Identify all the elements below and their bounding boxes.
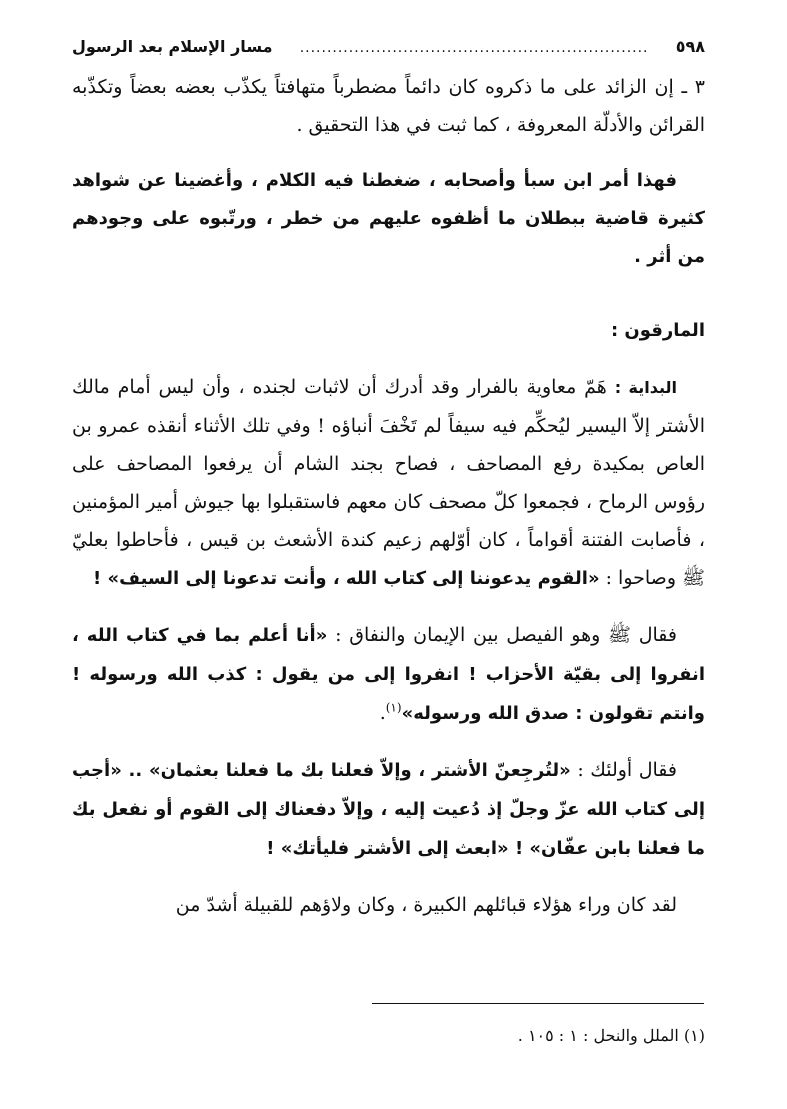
paragraph-beginning [72,368,705,598]
paragraph-they-said [72,751,705,868]
page-body [72,68,705,924]
leader-dots: ................................................................ [299,40,649,56]
paragraph-point-3: ٣ ـ إن الزائد على ما ذكروه كان دائماً مضطرباً متهافتاً يكذّب بعضه بعضاً وتكذّبه القرائن والأدلّة المعروفة ، كما ثبت في هذا التحقيق . [72,76,705,136]
paragraph-imam-reply [72,616,705,733]
running-title: مسار الإسلام بعد الرسول [72,37,273,56]
paragraph-text: فقال ﷺ وهو الفيصل بين الإيمان والنفاق : [327,624,677,646]
quotation: «لتُرجِعنّ الأشتر ، وإلاّ فعلنا بك ما فعلنا بعثمان» .. «أجب إلى كتاب الله عزّ وجلّ إذ دُعيت إليه ، وإلاّ دفعناك إلى القوم أو نفعل بك ما فعلنا بابن عفّان» ! «ابعث إلى الأشتر فليأتك» ! [72,760,705,859]
section-heading: المارقون : [610,320,705,341]
paragraph-text: هَمّ معاوية بالفرار وقد أدرك أن لاثبات لجنده ، وأن ليس أمام مالك الأشتر إلاّ اليسير ليُحكِّم فيه سيفاً لم تَخْفَ أنباؤه ! وفي تلك الأثناء أنقذه عمرو بن العاص بمكيدة رفع المصاحف ، فصاح بجند الشام أن يرفعوا المصاحف على رؤوس الرماح ، فجمعوا كلّ مصحف كان معهم فاستقبلوا بها جيوش أمير المؤمنين ، فأصابت الفتنة أقواماً ، كان أوّلهم زعيم كندة الأشعث بن قيس ، فأحاطوا بعليّ ﷺ وصاحوا : [72,376,705,589]
paragraph-tribes: لقد كان وراء هؤلاء قبائلهم الكبيرة ، وكان ولاؤهم للقبيلة أشدّ من [175,894,677,916]
page-number: ٥٩٨ [675,37,705,56]
quotation: «القوم يدعوننا إلى كتاب الله ، وأنت تدعونا إلى السيف» ! [93,568,600,589]
paragraph-text: فقال أولئك : [570,759,678,781]
quotation: «أنا أعلم بما في كتاب الله ، انفروا إلى بقيّة الأحزاب ! انفروا إلى من يقول : كذب الله ورسوله ! وانتم تقولون : صدق الله ورسوله» [72,625,705,724]
footnote: (١) الملل والنحل : ١ : ١٠٥ . [517,1026,705,1045]
paragraph-ibn-saba: فهذا أمر ابن سبأ وأصحابه ، ضغطنا فيه الكلام ، وأغضينا عن شواهد كثيرة قاضية ببطلان ما أظفوه عليهم من خطر ، ورتّبوه على وجودهم من أثر . [72,170,705,267]
running-header [72,30,705,56]
paragraph-lead: البداية : [614,378,677,397]
sentence-end: . [379,702,386,724]
footnote-reference[interactable]: (١) [385,700,402,715]
footnote-separator [372,1003,704,1004]
